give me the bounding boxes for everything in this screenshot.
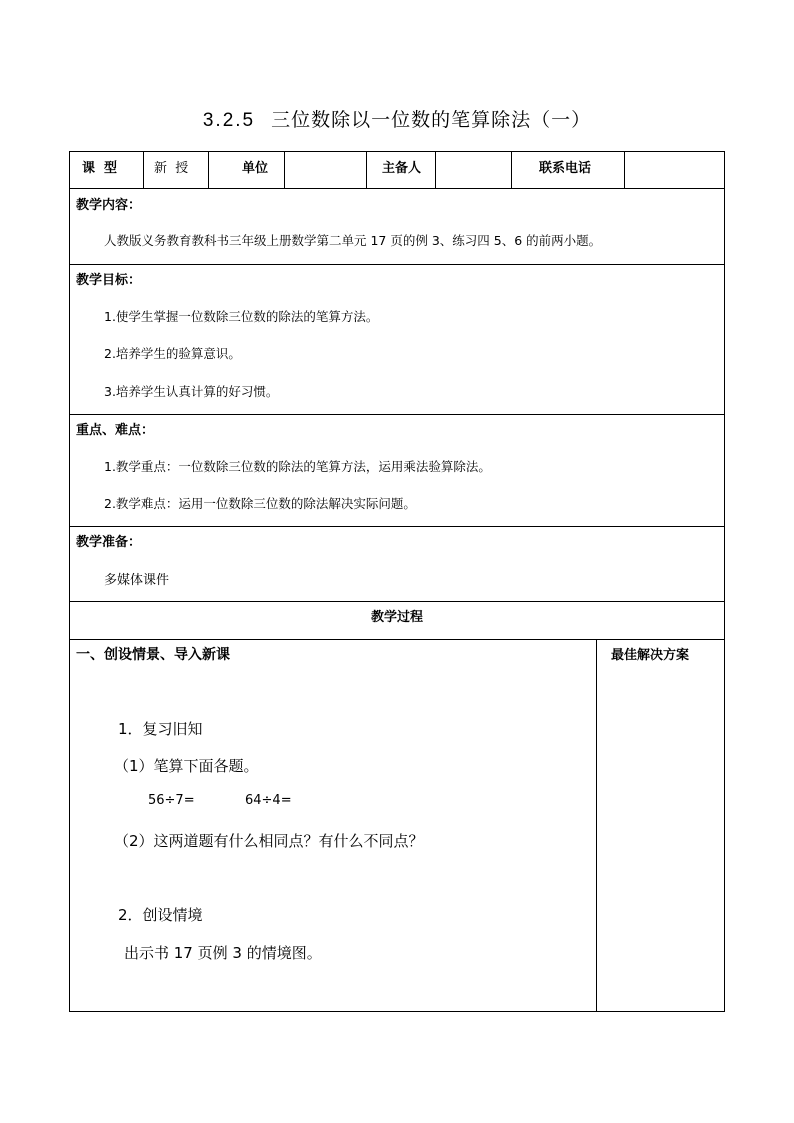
step-review-sub1: （1）笔算下面各题。 — [114, 757, 259, 775]
row-divider — [69, 414, 725, 415]
objective-item: 3.培养学生认真计算的好习惯。 — [104, 384, 279, 399]
type-value: 新 授 — [154, 161, 189, 176]
col-divider — [624, 151, 625, 188]
phone-label: 联系电话 — [539, 161, 592, 176]
step-scenario-text: 出示书 17 页例 3 的情境图。 — [124, 944, 322, 962]
row-divider — [69, 188, 725, 189]
row-divider — [69, 639, 725, 640]
col-divider — [208, 151, 209, 188]
problem-a: 56÷7= — [148, 793, 195, 808]
col-divider — [143, 151, 144, 188]
type-label: 课 型 — [82, 161, 118, 176]
col-divider — [366, 151, 367, 188]
process-section-title: 一、创设情景、导入新课 — [76, 647, 230, 663]
preparer-label: 主备人 — [382, 161, 422, 176]
preparation-heading: 教学准备： — [76, 535, 142, 550]
row-divider — [69, 526, 725, 527]
best-solution-heading: 最佳解决方案 — [611, 648, 690, 663]
process-heading: 教学过程 — [370, 610, 423, 625]
objective-item: 1.使学生掌握一位数除三位数的除法的笔算方法。 — [104, 309, 379, 324]
lesson-number: 3.2.5 — [202, 110, 256, 131]
key-point-item: 2.教学难点：运用一位数除三位数的除法解决实际问题。 — [104, 496, 416, 511]
row-divider — [69, 601, 725, 602]
objective-item: 2.培养学生的验算意识。 — [104, 346, 241, 361]
step-review-sub2: （2）这两道题有什么相同点？有什么不同点？ — [114, 832, 424, 850]
unit-label: 单位 — [242, 161, 269, 176]
col-divider — [596, 639, 597, 1012]
preparation-text: 多媒体课件 — [104, 573, 170, 588]
key-point-item: 1.教学重点：一位数除三位数的除法的笔算方法，运用乘法验算除法。 — [104, 459, 491, 474]
col-divider — [435, 151, 436, 188]
step-scenario: 2．创设情境 — [118, 906, 203, 924]
content-text: 人教版义务教育教科书三年级上册数学第二单元 17 页的例 3、练习四 5、6 的前两小题。 — [104, 233, 602, 248]
step-review: 1．复习旧知 — [118, 720, 203, 738]
lesson-title: 三位数除以一位数的笔算除法（一） — [271, 109, 592, 131]
key-points-heading: 重点、难点： — [76, 423, 155, 438]
col-divider — [284, 151, 285, 188]
col-divider — [511, 151, 512, 188]
content-heading: 教学内容： — [76, 198, 142, 213]
page-title — [0, 105, 794, 132]
objectives-heading: 教学目标： — [76, 273, 142, 288]
row-divider — [69, 264, 725, 265]
problem-b: 64÷4= — [245, 793, 292, 808]
